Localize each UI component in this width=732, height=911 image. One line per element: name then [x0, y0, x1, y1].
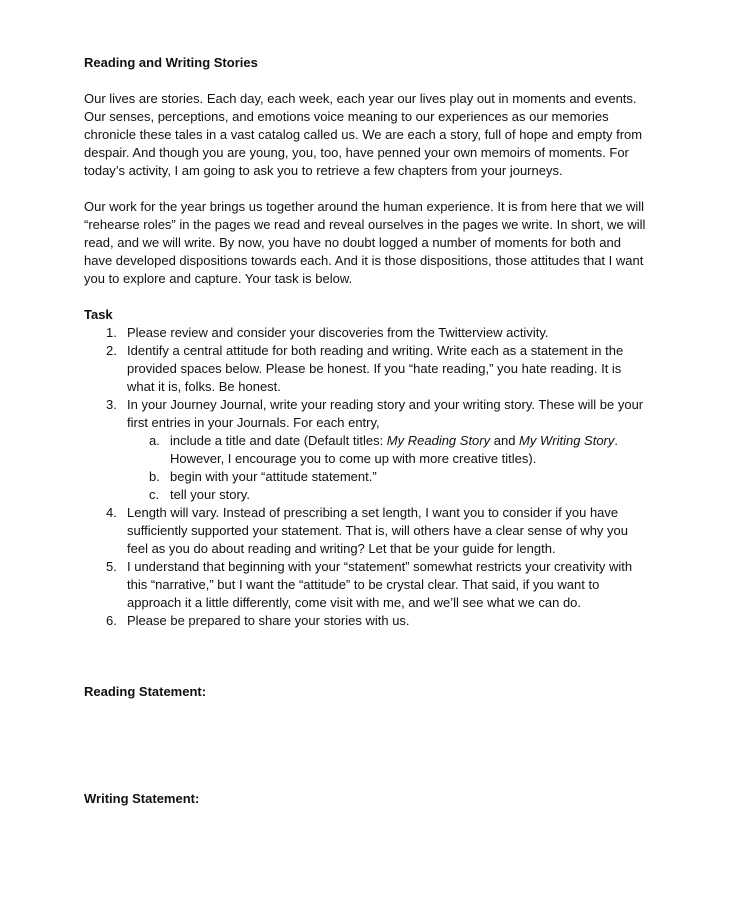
intro-paragraph: Our lives are stories. Each day, each week, each year our lives play out in moments and events. Our senses, perceptions, and emotions voice meaning to our experiences as our memories chronicle these tales in a vast catalog called us. We are each a story, full of hope and empty from despair. And though you are young, you, too, have penned your own memoirs of moments. For today’s activity, I am going to ask you to retrieve a few chapters from your journeys. [84, 91, 643, 178]
task-item-text: Identify a central attitude for both reading and writing. Write each as a statement in the provided spaces below. Please be honest. If you “hate reading,” you hate reading. It is what it is, folks. Be honest. [127, 343, 624, 394]
task-subitem [127, 468, 650, 486]
task-subitem-text: tell your story. [170, 487, 250, 502]
writing-statement-label: Writing Statement: [84, 791, 200, 806]
task-item-text: In your Journey Journal, write your reading story and your writing story. These will be your first entries in your Journals. For each entry, [127, 397, 644, 430]
reading-statement-label: Reading Statement: [84, 684, 207, 699]
document-title: Reading and Writing Stories [84, 55, 258, 70]
task-item [84, 342, 650, 396]
task-item-number: 2. [106, 343, 117, 358]
task-subitem-letter: b. [149, 469, 160, 484]
task-item-number: 5. [106, 559, 117, 574]
default-title-reading: My Reading Story [386, 433, 491, 448]
task-item-number: 1. [106, 325, 117, 340]
task-subitem-text: begin with your “attitude statement.” [170, 469, 377, 484]
task-item [84, 558, 650, 612]
document-body [84, 54, 650, 630]
task-item-number: 4. [106, 505, 117, 520]
task-sub-list [127, 432, 650, 504]
task-item [84, 504, 650, 558]
default-title-writing: My Writing Story [519, 433, 615, 448]
task-subitem-letter: c. [149, 487, 160, 502]
task-subitem-letter: a. [149, 433, 160, 448]
task-subitem [127, 486, 650, 504]
task-item [84, 324, 650, 342]
task-item-text: Length will vary. Instead of prescribing a set length, I want you to consider if you have sufficiently supported your statement. That is, will others have a clear sense of why you feel as you do about reading and writing? Let that be your guide for length. [127, 505, 628, 556]
task-item [84, 396, 650, 504]
task-heading: Task [84, 307, 113, 322]
task-subitem-text-suffix: . However, I encourage you to come up with more creative titles). [170, 433, 619, 466]
task-item-number: 6. [106, 613, 117, 628]
task-item [84, 612, 650, 630]
work-paragraph: Our work for the year brings us together around the human experience. It is from here that we will “rehearse roles” in the pages we read and reveal ourselves in the pages we write. In short, we will read, and we will write. By now, you have no doubt logged a number of moments for both and have developed dispositions towards each. And it is those dispositions, those attitudes that I want you to explore and capture. Your task is below. [84, 199, 646, 286]
task-item-number: 3. [106, 397, 117, 412]
task-subitem [127, 432, 650, 468]
task-item-text: Please be prepared to share your stories with us. [127, 613, 410, 628]
task-subitem-text-mid: and [490, 433, 520, 448]
task-item-text: I understand that beginning with your “statement” somewhat restricts your creativity with this “narrative,” but I want the “attitude” to be crystal clear. That said, if you want to approach it a little differently, come visit with me, and we’ll see what we can do. [127, 559, 633, 610]
task-subitem-text-prefix: include a title and date (Default titles: [170, 433, 387, 448]
task-item-text: Please review and consider your discoveries from the Twitterview activity. [127, 325, 549, 340]
task-list [84, 324, 650, 630]
